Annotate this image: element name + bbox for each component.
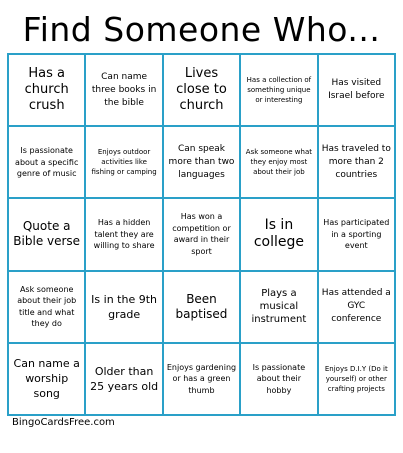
cell-text: Enjoys gardening or has a green thumb [166, 362, 237, 395]
cell-text: Plays a musical instrument [251, 288, 307, 326]
bingo-cell[interactable] [240, 343, 317, 415]
bingo-cell[interactable] [8, 343, 85, 415]
bingo-cell[interactable] [85, 271, 162, 343]
cell-text: Ask someone what they enjoy most about their job [245, 148, 312, 177]
cell-text: Has a hidden talent they are willing to share [93, 218, 155, 251]
bingo-cell[interactable] [8, 198, 85, 270]
cell-text: Has won a competition or award in their sport [172, 212, 231, 256]
cell-text: Can name a worship song [13, 357, 80, 401]
cell-text: Enjoys D.I.Y (Do it yourself) or other crafting projects [324, 364, 388, 393]
cell-text: Enjoys outdoor activities like fishing or camping [91, 148, 157, 177]
cell-text: Can name three books in the bible [91, 71, 157, 108]
cell-text: Has participated in a sporting event [323, 218, 390, 251]
bingo-cell[interactable] [240, 271, 317, 343]
cell-text: Been baptised [175, 291, 228, 321]
bingo-cell[interactable] [8, 126, 85, 198]
cell-text: Can speak more than two languages [168, 143, 235, 180]
cell-text: Has visited Israel before [328, 78, 385, 102]
bingo-cell[interactable] [8, 54, 85, 126]
bingo-cell[interactable] [85, 54, 162, 126]
bingo-cell[interactable] [318, 126, 395, 198]
bingo-cell[interactable] [163, 271, 240, 343]
bingo-cell[interactable] [163, 198, 240, 270]
cell-text: Is passionate about their hobby [252, 362, 306, 395]
bingo-cell[interactable] [318, 343, 395, 415]
card-title: Find Someone Who... [22, 10, 381, 49]
cell-text: Is passionate about a specific genre of music [15, 146, 79, 179]
bingo-cell[interactable] [318, 198, 395, 270]
cell-text: Is in college [253, 217, 304, 251]
bingo-cell[interactable] [240, 198, 317, 270]
cell-text: Older than 25 years old [90, 364, 159, 393]
cell-text: Has a church crush [24, 66, 69, 114]
cell-text: Quote a Bible verse [13, 219, 81, 249]
bingo-cell[interactable] [163, 343, 240, 415]
bingo-cell[interactable] [240, 126, 317, 198]
cell-text: Ask someone about their job title and what they do [17, 284, 77, 329]
bingo-cell[interactable] [85, 126, 162, 198]
bingo-cell[interactable] [163, 126, 240, 198]
cell-text: Lives close to church [176, 66, 227, 114]
cell-text: Has traveled to more than 2 countries [321, 143, 391, 180]
bingo-cell[interactable] [163, 54, 240, 126]
cell-text: Has a collection of something unique or interesting [246, 76, 312, 105]
cell-text: Has attended a GYC conference [321, 288, 391, 325]
bingo-cell[interactable] [85, 198, 162, 270]
footer-credit: BingoCardsFree.com [12, 417, 115, 428]
bingo-cell[interactable] [240, 54, 317, 126]
bingo-cell[interactable] [318, 271, 395, 343]
bingo-cell[interactable] [318, 54, 395, 126]
bingo-cell[interactable] [8, 271, 85, 343]
bingo-cell[interactable] [85, 343, 162, 415]
cell-text: Is in the 9th grade [91, 292, 157, 321]
bingo-grid [7, 53, 396, 416]
